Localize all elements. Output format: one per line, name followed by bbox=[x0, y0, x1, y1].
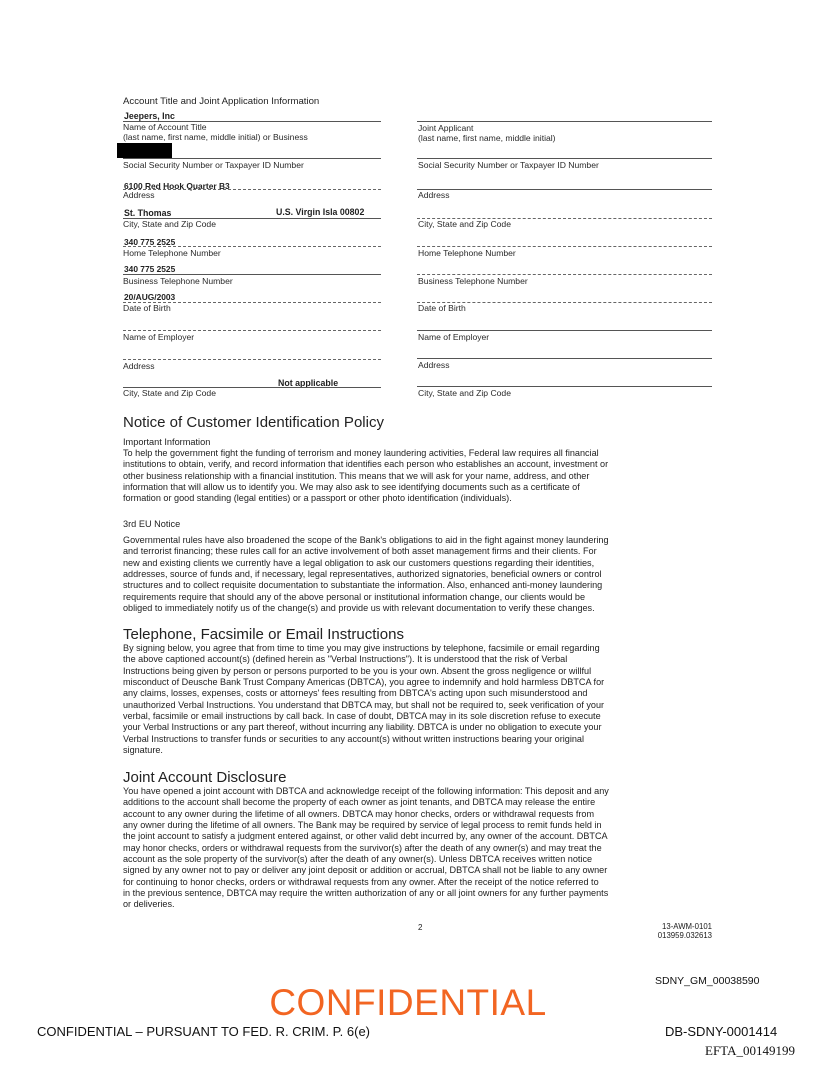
para-line: your Verbal Instructions or any part thereof, without incurring any liability. DBTCA is under no obligation to execute your bbox=[123, 722, 602, 733]
para-line: misconduct of Deusche Bank Trust Company Americas (DBTCA), you agree to indemnify and hold harmless DBTCA for bbox=[123, 677, 605, 688]
dob-value: 20/AUG/2003 bbox=[124, 292, 176, 302]
city-label: City, State and Zip Code bbox=[123, 219, 216, 229]
joint-applicant-label: Joint Applicant bbox=[418, 123, 474, 133]
para-line: may honor checks, orders or withdrawal requests from the survivor(s) after the death of any owner(s) and may treat the bbox=[123, 842, 602, 853]
city-value: St. Thomas bbox=[124, 208, 172, 218]
para-line: the joint account to satisfy a judgment entered against, or other valid debt incurred by, any owner of the account. DBTCA bbox=[123, 831, 608, 842]
confidential-notice: CONFIDENTIAL – PURSUANT TO FED. R. CRIM. P. 6(e) bbox=[37, 1024, 371, 1039]
important-info-paragraph bbox=[123, 448, 608, 505]
confidential-stamp: CONFIDENTIAL bbox=[269, 982, 547, 1023]
para-line: requirements require that should any of the above personal or institutional information change, our clients would be bbox=[123, 591, 586, 602]
para-line: Governmental rules have also broadened the scope of the Bank's obligations to aid in the fight against money laundering bbox=[123, 535, 609, 545]
eu-notice-paragraph bbox=[123, 535, 609, 614]
para-line: additions to the account shall become the property of each owner as joint tenants, and DBTCA may release the entire bbox=[123, 797, 596, 808]
field-line bbox=[123, 246, 381, 247]
form-section-title: Account Title and Joint Application Information bbox=[123, 96, 320, 107]
joint-disclosure-title: Joint Account Disclosure bbox=[123, 769, 287, 786]
dob-label: Date of Birth bbox=[123, 303, 171, 313]
para-line: structures and to collect requisite documentation to substantiate the information. Also, enhanced anti-money laundering bbox=[123, 580, 603, 591]
cip-title: Notice of Customer Identification Policy bbox=[123, 414, 384, 431]
para-line: verbal, facsimile or email instructions by call back. In case of doubt, DBTCA may in its sole discretion refuse to execute bbox=[123, 711, 601, 722]
telephone-title: Telephone, Facsimile or Email Instructions bbox=[123, 626, 404, 643]
para-line: account as the sole property of the survivor(s) after the death of any owner(s). Unless DBTCA receives written notice bbox=[123, 854, 593, 865]
business-phone-label: Business Telephone Number bbox=[123, 276, 233, 286]
para-line: the above captioned account(s) (defined herein as "Verbal Instructions"). It is understood that the risk of Verbal bbox=[123, 654, 568, 665]
address-value: 6100 Red Hook Quarter B3 bbox=[124, 181, 230, 191]
para-line: or deliveries. bbox=[123, 899, 175, 910]
home-phone-label: Home Telephone Number bbox=[123, 248, 221, 258]
field-line bbox=[417, 121, 712, 122]
page-number: 2 bbox=[418, 923, 423, 932]
joint-dob-label: Date of Birth bbox=[418, 303, 466, 313]
account-title-sublabel: (last name, first name, middle initial) or Business bbox=[123, 132, 308, 142]
joint-employer-address-label: Address bbox=[418, 360, 450, 370]
joint-business-phone-label: Business Telephone Number bbox=[418, 276, 528, 286]
field-line bbox=[123, 158, 381, 159]
field-line bbox=[417, 386, 712, 387]
joint-employer-city-label: City, State and Zip Code bbox=[418, 388, 511, 398]
para-line: signed by any owner not to pay or deliver any joint deposit or addition or accrual, DBTCA shall not be liable to any owner bbox=[123, 865, 608, 876]
field-line bbox=[417, 358, 712, 359]
para-line: for continuing to honor checks, orders or withdrawal requests from any owner. After the receipt of the notice referred to bbox=[123, 876, 599, 887]
para-line: unauthorized Verbal Instructions. You understand that DBTCA may, but shall not be required to, seek verification of your bbox=[123, 699, 605, 710]
para-line: in the previous sentence, DBTCA may require the written authorization of any or all joint owners for any further payments bbox=[123, 888, 609, 899]
para-line: any owner during the lifetime of all owners. The Bank may be required by service of legal process to remit funds held in bbox=[123, 820, 602, 831]
para-line: By signing below, you agree that from time to time you may give instructions by telephone, facsimile or email regarding bbox=[123, 643, 600, 653]
joint-address-label: Address bbox=[418, 190, 450, 200]
para-line: institutions to obtain, verify, and record information that identifies each person who establishes an account, investment or bbox=[123, 459, 609, 470]
eu-notice-heading: 3rd EU Notice bbox=[123, 519, 181, 529]
para-line: any claims, losses, expenses, costs or attorneys' fees resulting from DBTCA's acting upon such misunderstood and bbox=[123, 688, 588, 699]
para-line: addresses, source of funds and, if necessary, legal representatives, authorized signatories, beneficial owners or control bbox=[123, 569, 602, 580]
field-line bbox=[417, 246, 712, 247]
account-title-value: Jeepers, Inc bbox=[124, 111, 175, 121]
para-line: other business relationship with a financial institution. This means that we will ask for your name, address, and other bbox=[123, 470, 590, 481]
field-line bbox=[417, 274, 712, 275]
employer-city-label: City, State and Zip Code bbox=[123, 388, 216, 398]
telephone-paragraph bbox=[123, 643, 604, 756]
field-line bbox=[123, 359, 381, 360]
field-line bbox=[123, 189, 381, 190]
para-line: To help the government fight the funding of terrorism and money laundering activities, Federal law requires all financial bbox=[123, 448, 599, 458]
joint-applicant-sublabel: (last name, first name, middle initial) bbox=[418, 133, 556, 143]
field-line bbox=[417, 330, 712, 331]
sdny-gm-bates: SDNY_GM_00038590 bbox=[655, 975, 760, 987]
db-sdny-bates: DB-SDNY-0001414 bbox=[665, 1024, 778, 1039]
joint-disclosure-paragraph bbox=[123, 786, 609, 911]
joint-ssn-label: Social Security Number or Taxpayer ID Number bbox=[418, 160, 599, 170]
para-line: formation or good standing (legal entities) or a passport or other photo identification (individuals). bbox=[123, 493, 512, 504]
field-line bbox=[417, 158, 712, 159]
home-phone-value: 340 775 2525 bbox=[124, 237, 176, 247]
para-line: signature. bbox=[123, 745, 163, 756]
joint-employer-label: Name of Employer bbox=[418, 332, 490, 342]
para-line: new and existing clients we currently have a legal obligation to ask our customers questions regarding their identities, bbox=[123, 557, 595, 568]
employer-address-label: Address bbox=[123, 361, 155, 371]
joint-city-label: City, State and Zip Code bbox=[418, 219, 511, 229]
para-line: and terrorist financing; these rules call for an active involvement of both asset management firms and their clients. For bbox=[123, 546, 597, 557]
employer-city-value: Not applicable bbox=[278, 378, 339, 388]
form-code: 13-AWM-0101 bbox=[662, 922, 712, 931]
para-line: Instructions being given by person or persons purported to be you is your own. Absent the gross negligence or willful bbox=[123, 665, 592, 676]
field-line bbox=[417, 189, 712, 190]
efta-bates: EFTA_00149199 bbox=[705, 1043, 795, 1058]
para-line: Verbal Instructions to transfer funds or securities to any account(s) without written instructions bearing your original bbox=[123, 733, 584, 744]
joint-home-phone-label: Home Telephone Number bbox=[418, 248, 516, 258]
para-line: obliged to immediately notify us of the change(s) and provide us with relevant documentation to verify these changes. bbox=[123, 603, 595, 614]
field-line bbox=[123, 330, 381, 331]
form-code-secondary: 013959.032613 bbox=[657, 931, 712, 940]
employer-label: Name of Employer bbox=[123, 332, 195, 342]
ssn-label: Social Security Number or Taxpayer ID Number bbox=[123, 160, 304, 170]
para-line: account to any owner during the lifetime of all owners. DBTCA may honor checks, orders or withdrawal requests from bbox=[123, 808, 595, 819]
address-label: Address bbox=[123, 190, 155, 200]
state-zip-value: U.S. Virgin Isla 00802 bbox=[276, 207, 365, 217]
para-line: You have opened a joint account with DBTCA and acknowledge receipt of the following information: This deposit and any bbox=[123, 786, 609, 796]
business-phone-value: 340 775 2525 bbox=[124, 264, 176, 274]
account-title-label: Name of Account Title bbox=[123, 122, 207, 132]
redaction-box bbox=[117, 143, 172, 158]
important-info-heading: Important Information bbox=[123, 437, 211, 447]
para-line: information that will allow us to identify you. We may also ask to see identifying documents such as a certificate of bbox=[123, 482, 580, 493]
field-line bbox=[123, 274, 381, 275]
